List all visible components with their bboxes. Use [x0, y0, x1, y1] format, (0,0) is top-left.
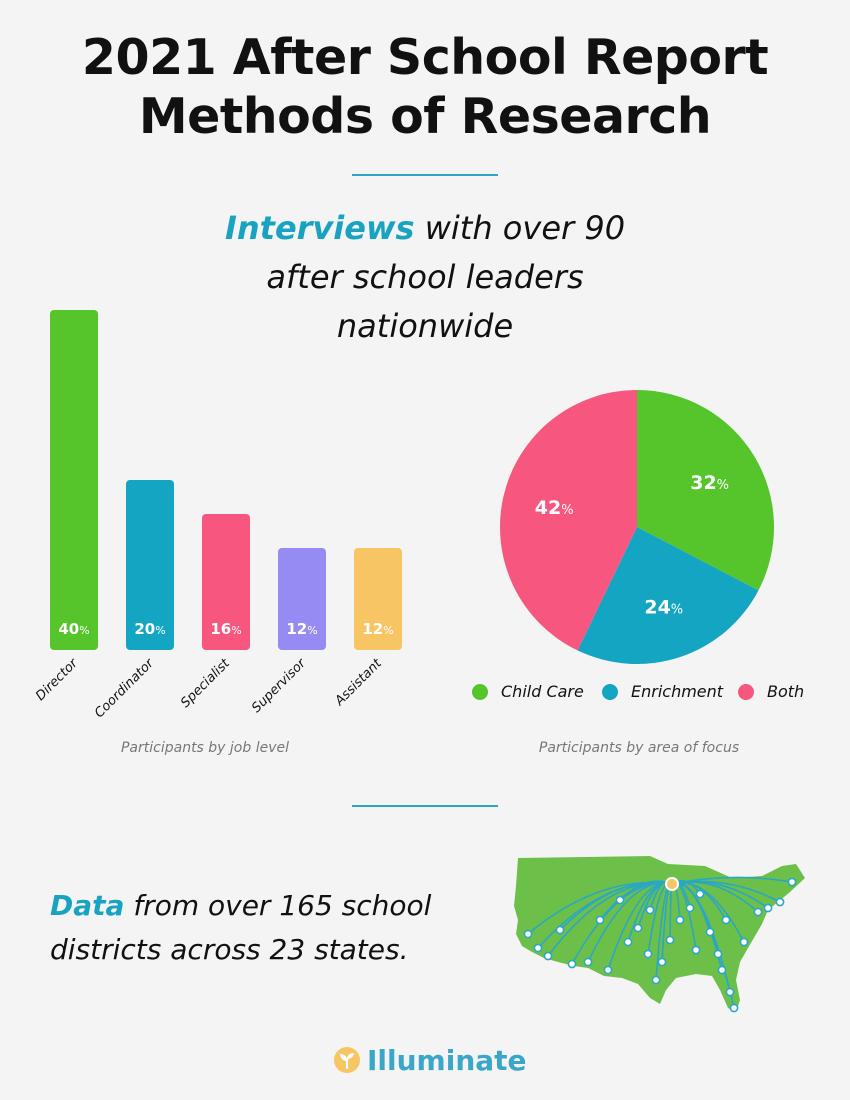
title-line-2: Methods of Research: [138, 88, 712, 145]
data-highlight: Data: [50, 889, 125, 922]
page-title: [0, 28, 850, 146]
illuminate-logo: [333, 1040, 527, 1080]
bar-value-label: 16%: [210, 620, 242, 638]
title-line-1: 2021 After School Report: [81, 29, 769, 86]
legend-label: Child Care: [501, 682, 584, 701]
pie-value-label: 42%: [534, 497, 574, 520]
bar-category-label: Assistant: [332, 656, 385, 709]
pie-value-label: 32%: [690, 471, 730, 494]
pie-chart-caption: Participants by area of focus: [538, 740, 740, 756]
top-divider: [352, 174, 498, 176]
pie-legend: [470, 682, 830, 706]
us-map-illustration: [500, 850, 810, 1020]
headline-line-2: after school leaders: [266, 258, 584, 296]
focus-area-pie-chart: [490, 380, 780, 670]
map-hub-node: [666, 878, 678, 890]
headline-highlight: Interviews: [224, 209, 415, 247]
sprout-icon: [333, 1046, 361, 1074]
legend-item-child-care: [472, 682, 584, 701]
bar-value-label: 40%: [58, 620, 90, 638]
legend-item-enrichment: [602, 682, 723, 701]
bar-category-label: Director: [33, 656, 81, 704]
bar-value-label: 12%: [362, 620, 394, 638]
data-line-2: districts across 23 states.: [50, 933, 409, 966]
bar-category-label: Coordinator: [91, 656, 157, 722]
legend-swatch: [738, 684, 754, 700]
bar-category-label: Specialist: [178, 656, 233, 711]
headline-rest: with over 90: [414, 209, 626, 247]
data-rest: from over 165 school: [124, 889, 432, 922]
bar-director: [50, 310, 98, 650]
bottom-divider: [352, 805, 498, 807]
logo-text: Illuminate: [367, 1043, 527, 1077]
headline-line-3: nationwide: [336, 307, 514, 345]
legend-label: Enrichment: [631, 682, 724, 701]
legend-swatch: [472, 684, 488, 700]
bar-chart-caption: Participants by job level: [120, 740, 290, 756]
bar-category-label: Supervisor: [249, 656, 309, 716]
data-statement: [50, 884, 480, 972]
legend-label: Both: [767, 682, 805, 701]
legend-item-both: [738, 682, 804, 701]
bar-value-label: 20%: [134, 620, 166, 638]
pie-value-label: 24%: [644, 596, 684, 619]
job-level-bar-chart: [0, 300, 460, 730]
legend-swatch: [602, 684, 618, 700]
bar-value-label: 12%: [286, 620, 318, 638]
